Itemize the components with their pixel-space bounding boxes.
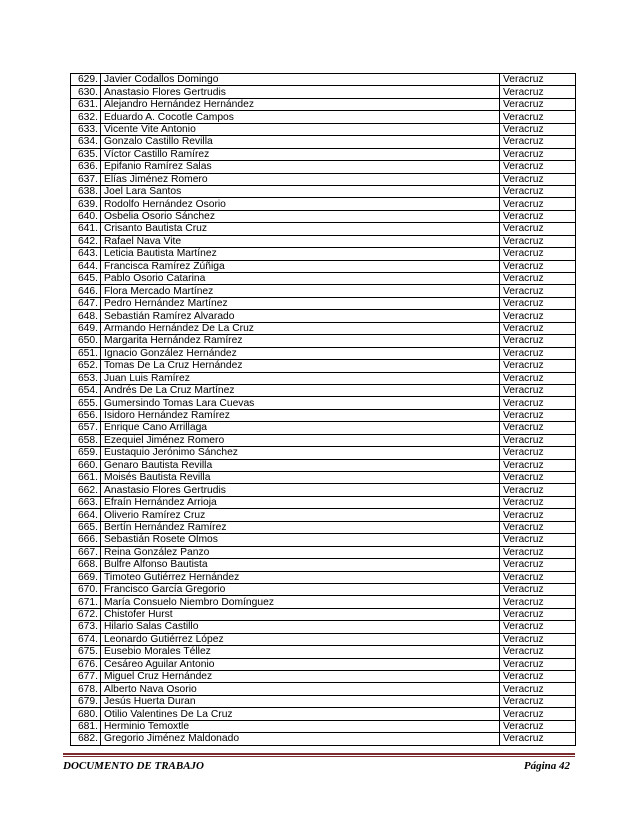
table-row bbox=[71, 671, 576, 683]
state-name: Veracruz bbox=[500, 422, 576, 434]
state-name: Veracruz bbox=[500, 297, 576, 309]
person-name: Isidoro Hernández Ramírez bbox=[101, 409, 500, 421]
person-name: Jesús Huerta Duran bbox=[101, 695, 500, 707]
row-number: 639. bbox=[71, 198, 101, 210]
state-name: Veracruz bbox=[500, 248, 576, 260]
state-name: Veracruz bbox=[500, 546, 576, 558]
table-row bbox=[71, 297, 576, 309]
table-row bbox=[71, 571, 576, 583]
table-row bbox=[71, 559, 576, 571]
person-name: Crisanto Bautista Cruz bbox=[101, 223, 500, 235]
row-number: 652. bbox=[71, 360, 101, 372]
person-name: Tomas De La Cruz Hernández bbox=[101, 360, 500, 372]
state-name: Veracruz bbox=[500, 720, 576, 732]
person-name: Eustaquio Jerónimo Sánchez bbox=[101, 447, 500, 459]
state-name: Veracruz bbox=[500, 322, 576, 334]
row-number: 668. bbox=[71, 559, 101, 571]
table-row bbox=[71, 98, 576, 110]
table-row bbox=[71, 409, 576, 421]
state-name: Veracruz bbox=[500, 148, 576, 160]
state-name: Veracruz bbox=[500, 86, 576, 98]
person-name: Otilio Valentines De La Cruz bbox=[101, 708, 500, 720]
table-row bbox=[71, 596, 576, 608]
state-name: Veracruz bbox=[500, 111, 576, 123]
footer-page-number: Página 42 bbox=[523, 760, 570, 772]
row-number: 636. bbox=[71, 161, 101, 173]
row-number: 655. bbox=[71, 397, 101, 409]
state-name: Veracruz bbox=[500, 235, 576, 247]
person-name: Anastasio Flores Gertrudis bbox=[101, 86, 500, 98]
table-row bbox=[71, 546, 576, 558]
row-number: 661. bbox=[71, 472, 101, 484]
state-name: Veracruz bbox=[500, 484, 576, 496]
person-name: Gregorio Jiménez Maldonado bbox=[101, 733, 500, 745]
table-row bbox=[71, 733, 576, 745]
state-name: Veracruz bbox=[500, 559, 576, 571]
person-name: Enrique Cano Arrillaga bbox=[101, 422, 500, 434]
row-number: 631. bbox=[71, 98, 101, 110]
row-number: 678. bbox=[71, 683, 101, 695]
state-name: Veracruz bbox=[500, 695, 576, 707]
row-number: 673. bbox=[71, 621, 101, 633]
row-number: 654. bbox=[71, 384, 101, 396]
person-name: Armando Hernández De La Cruz bbox=[101, 322, 500, 334]
table-row bbox=[71, 285, 576, 297]
person-name: Miguel Cruz Hernández bbox=[101, 671, 500, 683]
state-name: Veracruz bbox=[500, 496, 576, 508]
person-name: Hilario Salas Castillo bbox=[101, 621, 500, 633]
table-row bbox=[71, 123, 576, 135]
row-number: 672. bbox=[71, 608, 101, 620]
row-number: 640. bbox=[71, 210, 101, 222]
state-name: Veracruz bbox=[500, 658, 576, 670]
table-row bbox=[71, 310, 576, 322]
row-number: 651. bbox=[71, 347, 101, 359]
table-row bbox=[71, 447, 576, 459]
table-row bbox=[71, 472, 576, 484]
state-name: Veracruz bbox=[500, 223, 576, 235]
table-row bbox=[71, 161, 576, 173]
person-name: Margarita Hernández Ramírez bbox=[101, 335, 500, 347]
state-name: Veracruz bbox=[500, 74, 576, 86]
row-number: 644. bbox=[71, 260, 101, 272]
table-row bbox=[71, 235, 576, 247]
row-number: 633. bbox=[71, 123, 101, 135]
row-number: 664. bbox=[71, 509, 101, 521]
row-number: 675. bbox=[71, 646, 101, 658]
footer-rule-thin bbox=[63, 756, 575, 757]
state-name: Veracruz bbox=[500, 310, 576, 322]
person-name: Leticia Bautista Martínez bbox=[101, 248, 500, 260]
table-row bbox=[71, 74, 576, 86]
person-name: Chistofer Hurst bbox=[101, 608, 500, 620]
row-number: 645. bbox=[71, 273, 101, 285]
row-number: 658. bbox=[71, 434, 101, 446]
person-name: Vicente Vite Antonio bbox=[101, 123, 500, 135]
state-name: Veracruz bbox=[500, 198, 576, 210]
person-name: Joel Lara Santos bbox=[101, 185, 500, 197]
person-name: Andrés De La Cruz Martínez bbox=[101, 384, 500, 396]
state-name: Veracruz bbox=[500, 285, 576, 297]
person-name: Timoteo Gutiérrez Hernández bbox=[101, 571, 500, 583]
table-row bbox=[71, 260, 576, 272]
table-row bbox=[71, 509, 576, 521]
table-row bbox=[71, 86, 576, 98]
person-name: Elías Jiménez Romero bbox=[101, 173, 500, 185]
state-name: Veracruz bbox=[500, 384, 576, 396]
row-number: 665. bbox=[71, 521, 101, 533]
person-name: Bulfre Alfonso Bautista bbox=[101, 559, 500, 571]
state-name: Veracruz bbox=[500, 459, 576, 471]
row-number: 643. bbox=[71, 248, 101, 260]
row-number: 629. bbox=[71, 74, 101, 86]
state-name: Veracruz bbox=[500, 447, 576, 459]
row-number: 649. bbox=[71, 322, 101, 334]
person-name: Ignacio González Hernández bbox=[101, 347, 500, 359]
state-name: Veracruz bbox=[500, 372, 576, 384]
table-row bbox=[71, 708, 576, 720]
row-number: 635. bbox=[71, 148, 101, 160]
person-name: Cesáreo Aguilar Antonio bbox=[101, 658, 500, 670]
person-name: Bertín Hernández Ramírez bbox=[101, 521, 500, 533]
person-name: Alejandro Hernández Hernández bbox=[101, 98, 500, 110]
names-table-container bbox=[70, 73, 571, 746]
row-number: 637. bbox=[71, 173, 101, 185]
person-name: Juan Luis Ramírez bbox=[101, 372, 500, 384]
row-number: 667. bbox=[71, 546, 101, 558]
table-row bbox=[71, 397, 576, 409]
person-name: Ezequiel Jiménez Romero bbox=[101, 434, 500, 446]
row-number: 676. bbox=[71, 658, 101, 670]
table-row bbox=[71, 347, 576, 359]
row-number: 632. bbox=[71, 111, 101, 123]
person-name: Pablo Osorio Catarina bbox=[101, 273, 500, 285]
person-name: Rafael Nava Vite bbox=[101, 235, 500, 247]
row-number: 679. bbox=[71, 695, 101, 707]
state-name: Veracruz bbox=[500, 608, 576, 620]
row-number: 674. bbox=[71, 633, 101, 645]
row-number: 677. bbox=[71, 671, 101, 683]
person-name: María Consuelo Niembro Domínguez bbox=[101, 596, 500, 608]
state-name: Veracruz bbox=[500, 521, 576, 533]
person-name: Efraín Hernández Arrioja bbox=[101, 496, 500, 508]
table-row bbox=[71, 173, 576, 185]
person-name: Rodolfo Hernández Osorio bbox=[101, 198, 500, 210]
table-row bbox=[71, 148, 576, 160]
state-name: Veracruz bbox=[500, 683, 576, 695]
table-row bbox=[71, 608, 576, 620]
person-name: Alberto Nava Osorio bbox=[101, 683, 500, 695]
state-name: Veracruz bbox=[500, 733, 576, 745]
row-number: 653. bbox=[71, 372, 101, 384]
state-name: Veracruz bbox=[500, 136, 576, 148]
state-name: Veracruz bbox=[500, 273, 576, 285]
state-name: Veracruz bbox=[500, 260, 576, 272]
table-row bbox=[71, 111, 576, 123]
table-row bbox=[71, 273, 576, 285]
row-number: 650. bbox=[71, 335, 101, 347]
person-name: Oliverio Ramírez Cruz bbox=[101, 509, 500, 521]
person-name: Gumersindo Tomas Lara Cuevas bbox=[101, 397, 500, 409]
state-name: Veracruz bbox=[500, 434, 576, 446]
row-number: 646. bbox=[71, 285, 101, 297]
state-name: Veracruz bbox=[500, 509, 576, 521]
row-number: 642. bbox=[71, 235, 101, 247]
table-row bbox=[71, 720, 576, 732]
table-row bbox=[71, 136, 576, 148]
state-name: Veracruz bbox=[500, 185, 576, 197]
person-name: Reina González Panzo bbox=[101, 546, 500, 558]
state-name: Veracruz bbox=[500, 397, 576, 409]
person-name: Eusebio Morales Téllez bbox=[101, 646, 500, 658]
row-number: 662. bbox=[71, 484, 101, 496]
state-name: Veracruz bbox=[500, 161, 576, 173]
person-name: Gonzalo Castillo Revilla bbox=[101, 136, 500, 148]
table-row bbox=[71, 360, 576, 372]
table-row bbox=[71, 335, 576, 347]
table-row bbox=[71, 621, 576, 633]
row-number: 663. bbox=[71, 496, 101, 508]
row-number: 669. bbox=[71, 571, 101, 583]
table-row bbox=[71, 496, 576, 508]
row-number: 656. bbox=[71, 409, 101, 421]
row-number: 682. bbox=[71, 733, 101, 745]
state-name: Veracruz bbox=[500, 98, 576, 110]
table-row bbox=[71, 534, 576, 546]
state-name: Veracruz bbox=[500, 708, 576, 720]
state-name: Veracruz bbox=[500, 571, 576, 583]
table-row bbox=[71, 459, 576, 471]
person-name: Anastasio Flores Gertrudis bbox=[101, 484, 500, 496]
state-name: Veracruz bbox=[500, 633, 576, 645]
state-name: Veracruz bbox=[500, 409, 576, 421]
names-table-body bbox=[71, 74, 576, 746]
row-number: 630. bbox=[71, 86, 101, 98]
footer-rule-thick bbox=[63, 753, 575, 755]
state-name: Veracruz bbox=[500, 210, 576, 222]
table-row bbox=[71, 185, 576, 197]
state-name: Veracruz bbox=[500, 347, 576, 359]
table-row bbox=[71, 198, 576, 210]
table-row bbox=[71, 633, 576, 645]
state-name: Veracruz bbox=[500, 173, 576, 185]
person-name: Francisca Ramírez Zúñiga bbox=[101, 260, 500, 272]
footer-document-label: DOCUMENTO DE TRABAJO bbox=[63, 760, 204, 772]
row-number: 660. bbox=[71, 459, 101, 471]
state-name: Veracruz bbox=[500, 596, 576, 608]
state-name: Veracruz bbox=[500, 534, 576, 546]
person-name: Genaro Bautista Revilla bbox=[101, 459, 500, 471]
person-name: Francisco García Gregorio bbox=[101, 583, 500, 595]
row-number: 648. bbox=[71, 310, 101, 322]
state-name: Veracruz bbox=[500, 335, 576, 347]
row-number: 670. bbox=[71, 583, 101, 595]
person-name: Víctor Castillo Ramírez bbox=[101, 148, 500, 160]
table-row bbox=[71, 210, 576, 222]
person-name: Javier Codallos Domingo bbox=[101, 74, 500, 86]
person-name: Sebastián Rosete Olmos bbox=[101, 534, 500, 546]
person-name: Herminio Temoxtle bbox=[101, 720, 500, 732]
person-name: Eduardo A. Cocotle Campos bbox=[101, 111, 500, 123]
row-number: 647. bbox=[71, 297, 101, 309]
state-name: Veracruz bbox=[500, 583, 576, 595]
state-name: Veracruz bbox=[500, 472, 576, 484]
person-name: Pedro Hernández Martínez bbox=[101, 297, 500, 309]
table-row bbox=[71, 434, 576, 446]
person-name: Osbelia Osorio Sánchez bbox=[101, 210, 500, 222]
table-row bbox=[71, 422, 576, 434]
row-number: 634. bbox=[71, 136, 101, 148]
table-row bbox=[71, 384, 576, 396]
table-row bbox=[71, 521, 576, 533]
state-name: Veracruz bbox=[500, 646, 576, 658]
row-number: 666. bbox=[71, 534, 101, 546]
state-name: Veracruz bbox=[500, 123, 576, 135]
table-row bbox=[71, 683, 576, 695]
person-name: Moisés Bautista Revilla bbox=[101, 472, 500, 484]
state-name: Veracruz bbox=[500, 671, 576, 683]
row-number: 680. bbox=[71, 708, 101, 720]
row-number: 659. bbox=[71, 447, 101, 459]
table-row bbox=[71, 646, 576, 658]
row-number: 671. bbox=[71, 596, 101, 608]
person-name: Epifanio Ramírez Salas bbox=[101, 161, 500, 173]
row-number: 638. bbox=[71, 185, 101, 197]
table-row bbox=[71, 372, 576, 384]
table-row bbox=[71, 658, 576, 670]
row-number: 641. bbox=[71, 223, 101, 235]
state-name: Veracruz bbox=[500, 621, 576, 633]
table-row bbox=[71, 223, 576, 235]
table-row bbox=[71, 248, 576, 260]
person-name: Flora Mercado Martínez bbox=[101, 285, 500, 297]
row-number: 657. bbox=[71, 422, 101, 434]
person-name: Sebastián Ramírez Alvarado bbox=[101, 310, 500, 322]
table-row bbox=[71, 583, 576, 595]
table-row bbox=[71, 695, 576, 707]
state-name: Veracruz bbox=[500, 360, 576, 372]
person-name: Leonardo Gutiérrez López bbox=[101, 633, 500, 645]
names-table bbox=[70, 73, 576, 746]
table-row bbox=[71, 322, 576, 334]
row-number: 681. bbox=[71, 720, 101, 732]
table-row bbox=[71, 484, 576, 496]
